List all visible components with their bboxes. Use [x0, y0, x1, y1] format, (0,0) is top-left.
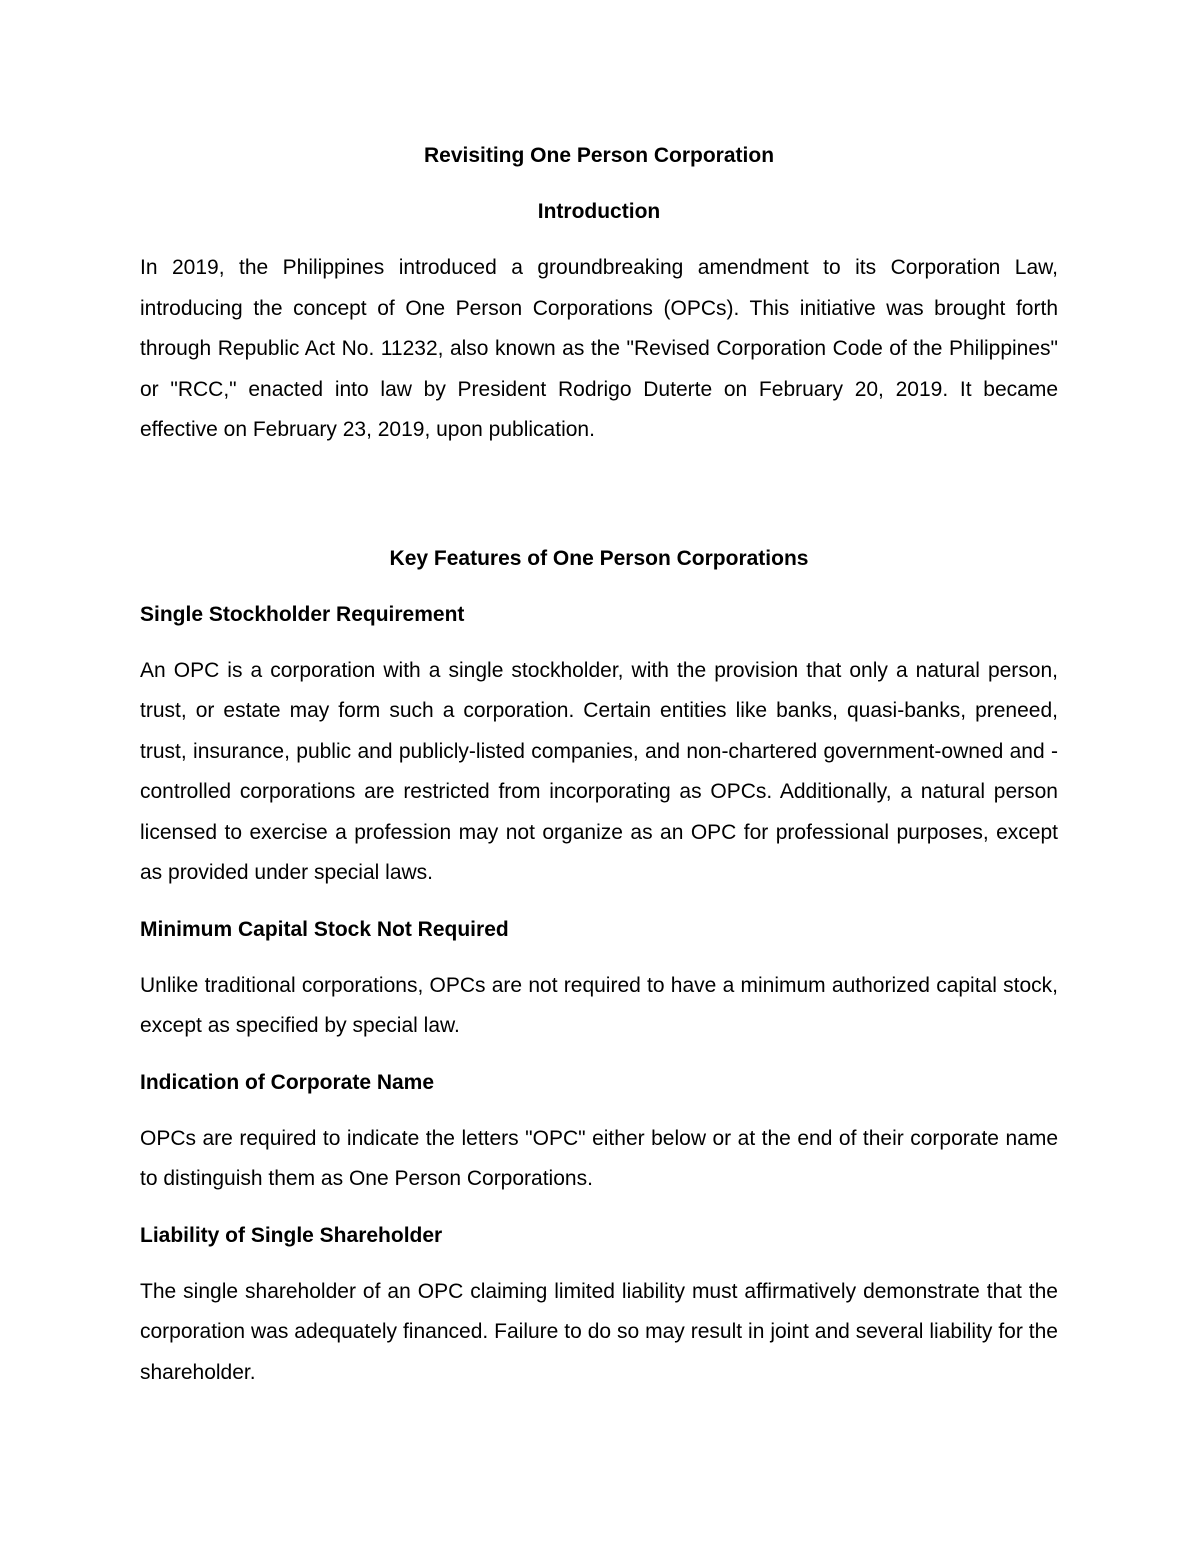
single-stockholder-heading: Single Stockholder Requirement: [140, 602, 465, 626]
document-body: [140, 136, 1058, 1393]
minimum-capital-heading: Minimum Capital Stock Not Required: [140, 917, 509, 941]
document-title: Revisiting One Person Corporation: [423, 144, 775, 167]
key-features-heading: Key Features of One Person Corporations: [389, 546, 809, 570]
shareholder-liability-paragraph: The single shareholder of an OPC claiming limited liability must affirmatively demonstrate that the corporation was adequately financed. Failure to do so may result in joint and several liability for the shareholder.: [140, 1279, 1058, 1384]
single-stockholder-paragraph: An OPC is a corporation with a single stockholder, with the provision that only a natural person, trust, or estate may form such a corporation. Certain entities like banks, quasi-banks, preneed, trust, insurance, public and publicly-listed companies, and non-chartered government-owned and -controlled corporations are restricted from incorporating as OPCs. Additionally, a natural person licensed to exercise a profession may not organize as an OPC for professional purposes, except as provided under special laws.: [140, 658, 1058, 884]
minimum-capital-paragraph: Unlike traditional corporations, OPCs are not required to have a minimum authorized capital stock, except as specified by special law.: [140, 973, 1058, 1037]
corporate-name-heading: Indication of Corporate Name: [140, 1070, 435, 1094]
intro-heading: Introduction: [537, 200, 661, 223]
intro-paragraph: In 2019, the Philippines introduced a groundbreaking amendment to its Corporation Law, introducing the concept of One Person Corporations (OPCs). This initiative was brought forth through Republic Act No. 11232, also known as the "Revised Corporation Code of the Philippines" or "RCC," enacted into law by President Rodrigo Duterte on February 20, 2019. It became effective on February 23, 2019, upon publication.: [140, 256, 1058, 441]
shareholder-liability-heading: Liability of Single Shareholder: [140, 1223, 443, 1247]
corporate-name-paragraph: OPCs are required to indicate the letters "OPC" either below or at the end of their corporate name to distinguish them as One Person Corporations.: [140, 1126, 1058, 1190]
